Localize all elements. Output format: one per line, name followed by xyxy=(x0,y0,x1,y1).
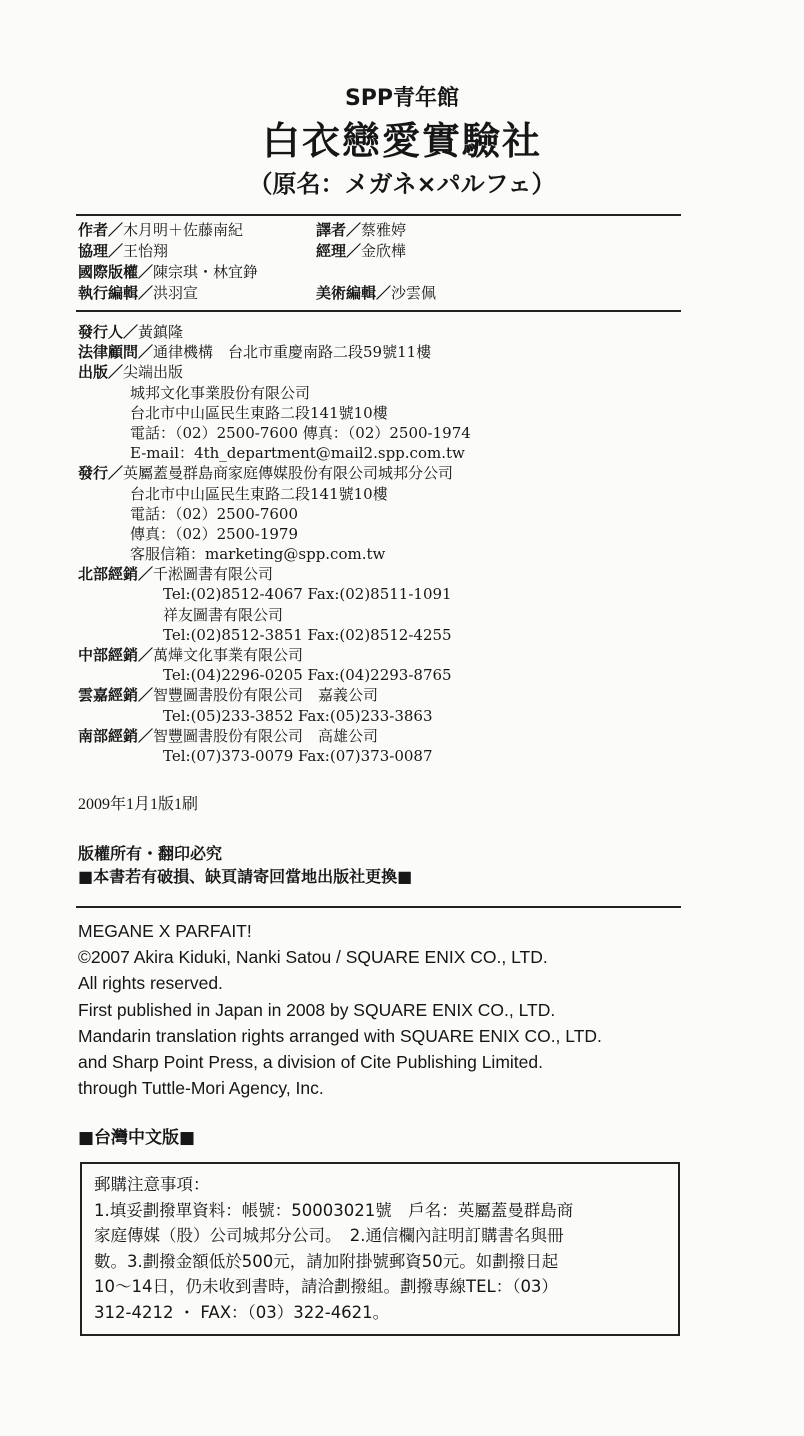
publishing-label: 雲嘉經銷／ xyxy=(78,686,154,705)
publishing-value: Tel:(04)2296-0205 Fax:(04)2293-8765 xyxy=(163,666,452,685)
publishing-line xyxy=(78,463,698,483)
publishing-value: 客服信箱：marketing@spp.com.tw xyxy=(130,545,386,564)
credit-label: 譯者／ xyxy=(316,221,362,239)
credit-value: 沙雲佩 xyxy=(391,284,437,302)
publishing-line xyxy=(78,423,698,443)
publishing-value: Tel:(02)8512-4067 Fax:(02)8511-1091 xyxy=(163,585,452,604)
publishing-label: 發行人／ xyxy=(78,323,139,341)
publishing-value: 台北市中山區民生東路二段141號10樓 xyxy=(130,484,388,503)
credit-label: 執行編輯／ xyxy=(78,284,154,302)
notice-line: 數。3.劃撥金額低於500元，請加附掛號郵資50元。如劃撥日起 xyxy=(94,1251,559,1271)
publishing-value: 傳真：（02）2500-1979 xyxy=(130,524,299,543)
publishing-line xyxy=(78,706,698,726)
divider-middle xyxy=(76,310,681,312)
taiwan-edition-label: ■台灣中文版■ xyxy=(78,1128,196,1148)
credit-value: 陳宗琪・林宜錚 xyxy=(153,263,259,281)
publishing-label: 南部經銷／ xyxy=(78,726,154,745)
title-block xyxy=(0,84,804,200)
notice-line: 家庭傳媒（股）公司城邦分公司。 2.通信欄內註明訂購書名與冊 xyxy=(94,1226,564,1246)
credit-label: 經理／ xyxy=(316,242,362,260)
publishing-line xyxy=(78,322,698,342)
publishing-value: 通律機構 台北市重慶南路二段59號11樓 xyxy=(153,343,432,362)
copyright-line: First published in Japan in 2008 by SQUARE ENIX CO., LTD. xyxy=(78,999,556,1020)
publishing-value: 電話：（02）2500-7600 傳真：（02）2500-1974 xyxy=(130,423,471,442)
publishing-value: 智豐圖書股份有限公司 高雄公司 xyxy=(153,726,379,745)
copyright-line: MEGANE X PARFAIT! xyxy=(78,921,252,941)
book-title: 白衣戀愛實驗社 xyxy=(261,119,542,163)
publishing-label: 中部經銷／ xyxy=(78,646,154,664)
credit-label: 協理／ xyxy=(78,242,124,260)
publishing-value: 尖端出版 xyxy=(123,363,184,382)
credit-value: 洪羽宣 xyxy=(153,284,199,302)
credit-row xyxy=(78,241,678,262)
publishing-label: 北部經銷／ xyxy=(78,565,154,584)
publishing-value: 千淞圖書有限公司 xyxy=(153,565,274,584)
publishing-value: Tel:(07)373-0079 Fax:(07)373-0087 xyxy=(163,746,433,765)
publishing-line xyxy=(78,726,698,746)
publishing-label: 發行／ xyxy=(78,464,124,483)
credit-value: 王怡翔 xyxy=(123,242,169,260)
rights-line: 版權所有・翻印必究 xyxy=(78,844,223,863)
publishing-label: 出版／ xyxy=(78,363,124,382)
publishing-info xyxy=(78,322,698,766)
publishing-line xyxy=(78,443,698,463)
notice-line: 10～14日，仍未收到書時，請洽劃撥組。劃撥專線TEL：（03） xyxy=(94,1277,558,1297)
divider-bottom xyxy=(76,906,681,908)
publishing-value: Tel:(02)8512-3851 Fax:(02)8512-4255 xyxy=(163,625,452,644)
publishing-line xyxy=(78,584,698,604)
publishing-line xyxy=(78,383,698,403)
publishing-line xyxy=(78,544,698,564)
copyright-line: ©2007 Akira Kiduki, Nanki Satou / SQUARE ENIX CO., LTD. xyxy=(78,947,548,968)
replacement-line: ■本書若有破損、缺頁請寄回當地出版社更換■ xyxy=(78,867,413,886)
notice-line: 郵購注意事項： xyxy=(94,1175,210,1194)
publishing-value: E-mail：4th_department@mail2.spp.com.tw xyxy=(130,444,465,463)
publishing-line xyxy=(78,504,698,524)
publishing-line xyxy=(78,605,698,625)
publishing-value: 智豐圖書股份有限公司 嘉義公司 xyxy=(153,686,379,705)
divider-top xyxy=(76,214,681,216)
publishing-line xyxy=(78,484,698,504)
staff-credits xyxy=(78,220,678,304)
publishing-line xyxy=(78,645,698,665)
notice-line: 1.填妥劃撥單資料：帳號：50003021號 戶名：英屬蓋曼群島商 xyxy=(94,1200,574,1220)
publishing-value: 台北市中山區民生東路二段141號10樓 xyxy=(130,403,388,422)
publishing-line xyxy=(78,564,698,584)
publishing-value: 萬燁文化事業有限公司 xyxy=(153,646,304,664)
original-title: （原名：メガネ×パルフェ） xyxy=(248,170,556,198)
credit-value: 金欣樺 xyxy=(361,242,407,260)
rights-notice xyxy=(78,842,412,888)
publishing-line xyxy=(78,342,698,362)
publishing-line xyxy=(78,746,698,766)
publishing-value: 電話：（02）2500-7600 xyxy=(130,504,299,523)
credit-value: 蔡雅婷 xyxy=(361,221,407,239)
publishing-line xyxy=(78,362,698,382)
mail-order-notice-box xyxy=(80,1162,680,1336)
imprint-name: SPP青年館 xyxy=(344,86,460,111)
notice-line: 312-4212 ・ FAX：（03）322-4621。 xyxy=(94,1302,390,1322)
publishing-label: 法律顧問／ xyxy=(78,343,154,362)
copyright-line: through Tuttle-Mori Agency, Inc. xyxy=(78,1078,324,1099)
publishing-line xyxy=(78,625,698,645)
edition-date: 2009年1月1版1刷 xyxy=(78,796,199,813)
credit-row xyxy=(78,220,678,241)
publishing-line xyxy=(78,524,698,544)
publishing-value: 英屬蓋曼群島商家庭傳媒股份有限公司城邦分公司 xyxy=(123,464,454,483)
credit-row xyxy=(78,283,678,304)
copyright-line: Mandarin translation rights arranged with SQUARE ENIX CO., LTD. xyxy=(78,1025,602,1046)
publishing-value: 祥友圖書有限公司 xyxy=(163,605,284,624)
credit-value: 木月明＋佐藤南紀 xyxy=(123,221,244,239)
publishing-line xyxy=(78,685,698,705)
publishing-value: Tel:(05)233-3852 Fax:(05)233-3863 xyxy=(163,706,433,725)
publishing-line xyxy=(78,665,698,685)
credit-label: 美術編輯／ xyxy=(316,284,392,302)
english-copyright xyxy=(78,918,698,1101)
publishing-line xyxy=(78,403,698,423)
credit-label: 國際版權／ xyxy=(78,263,154,281)
credit-label: 作者／ xyxy=(78,221,124,239)
copyright-line: All rights reserved. xyxy=(78,973,223,994)
copyright-line: and Sharp Point Press, a division of Cite Publishing Limited. xyxy=(78,1052,543,1073)
publishing-value: 黃鎮隆 xyxy=(138,323,184,341)
publishing-value: 城邦文化事業股份有限公司 xyxy=(130,383,311,402)
credit-row xyxy=(78,262,678,283)
